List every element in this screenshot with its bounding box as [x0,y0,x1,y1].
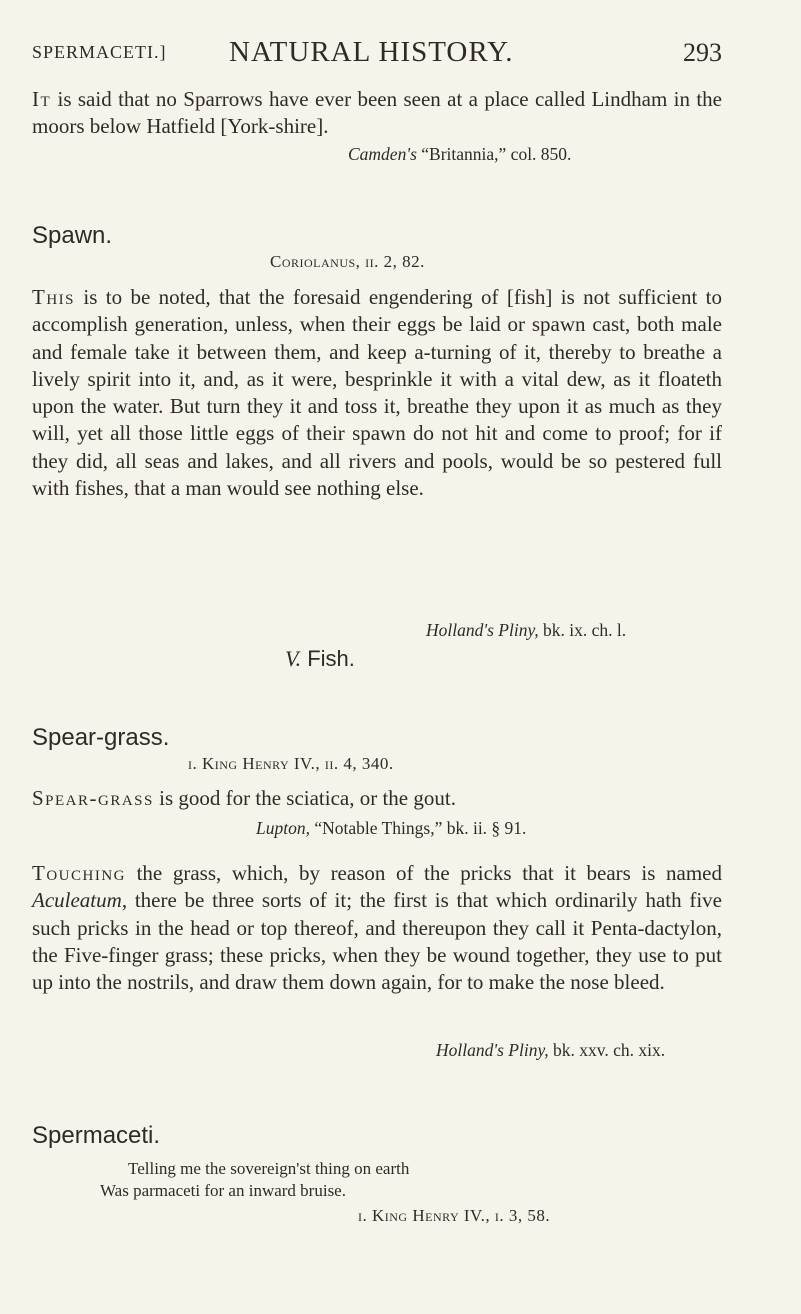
spawn-text: is to be noted, that the foresaid engendering of [fish] is not sufficient to accomplish generation, unless, when their eggs be laid or spawn cast, both male and female take it between them, and keep a-turning of it, thereby to breathe a lively spirit into it, and, as it were, besprinkle it with a vital dew, as it floateth upon the water. But turn they it and toss it, breathe they upon it as much as they will, yet all those little eggs of their spawn do not hit and come to proof; for if they did, all seas and lakes, and all rivers and pools, would be so pestered full with fishes, that a man would see nothing else. [32,285,722,501]
sparrows-text: is said that no Sparrows have ever been seen at a place called Lindham in the moors below Hatfield [York-shire]. [32,87,722,138]
spawn-citation-author: Holland's Pliny, [426,620,539,640]
page-number: 293 [683,38,722,67]
spawn-citation [426,620,626,641]
spermaceti-reference: i. King Henry IV., i. 3, 58. [358,1206,551,1225]
spawn-citation-rest: bk. ix. ch. l. [538,620,627,640]
speargrass-text-1: is good for the sciatica, or the gout. [153,786,456,810]
spermaceti-verse-line-2: Was parmaceti for an inward bruise. [100,1181,346,1200]
see-also-prefix: V. [285,646,302,671]
speargrass-citation-2-author: Holland's Pliny, [436,1040,549,1060]
spawn-paragraph [32,284,722,502]
running-header [32,36,722,76]
speargrass-citation-1 [256,818,526,839]
speargrass-text-2b: , there be three sorts of it; the first is that which ordinarily hath five such pricks in the head or top thereof, and thereupon they call it Penta-dactylon, the Five-finger grass; these pricks, when they be wound together, they use to put up into the nostrils, and draw them down again, for to make the nose bleed. [32,888,722,995]
speargrass-citation-1-author: Lupton, [256,818,310,838]
speargrass-citation-2 [436,1040,665,1061]
sparrows-citation [348,144,571,165]
sparrows-paragraph [32,86,722,140]
speargrass-paragraph-1 [32,785,722,812]
sparrows-citation-author: Camden's [348,144,417,164]
speargrass-lead-2: Touching [32,861,126,885]
spawn-heading: Spawn. [32,222,113,249]
sparrows-lead: It [32,87,52,111]
speargrass-citation-1-rest: “Notable Things,” bk. ii. § 91. [309,818,527,838]
spawn-see-also [285,646,355,672]
spermaceti-heading: Spermaceti. [32,1122,161,1149]
aculeatum-term: Aculeatum [32,888,122,913]
speargrass-reference: i. King Henry IV., ii. 4, 340. [188,754,394,773]
section-label: SPERMACETI.] [32,42,167,62]
spermaceti-verse-line-1: Telling me the sovereign'st thing on earth [128,1159,410,1178]
speargrass-citation-2-rest: bk. xxv. ch. xix. [548,1040,666,1060]
speargrass-lead-1: Spear-grass [32,786,154,810]
speargrass-heading: Spear-grass. [32,724,170,751]
spawn-lead: This [32,285,75,309]
speargrass-text-2a: the grass, which, by reason of the pricks that it bears is named [126,861,722,885]
sparrows-citation-rest: “Britannia,” col. 850. [416,144,572,164]
speargrass-paragraph-2 [32,860,722,996]
see-also-term: Fish. [301,646,355,671]
page-title: NATURAL HISTORY. [229,36,514,68]
spawn-reference: Coriolanus, ii. 2, 82. [270,252,425,271]
